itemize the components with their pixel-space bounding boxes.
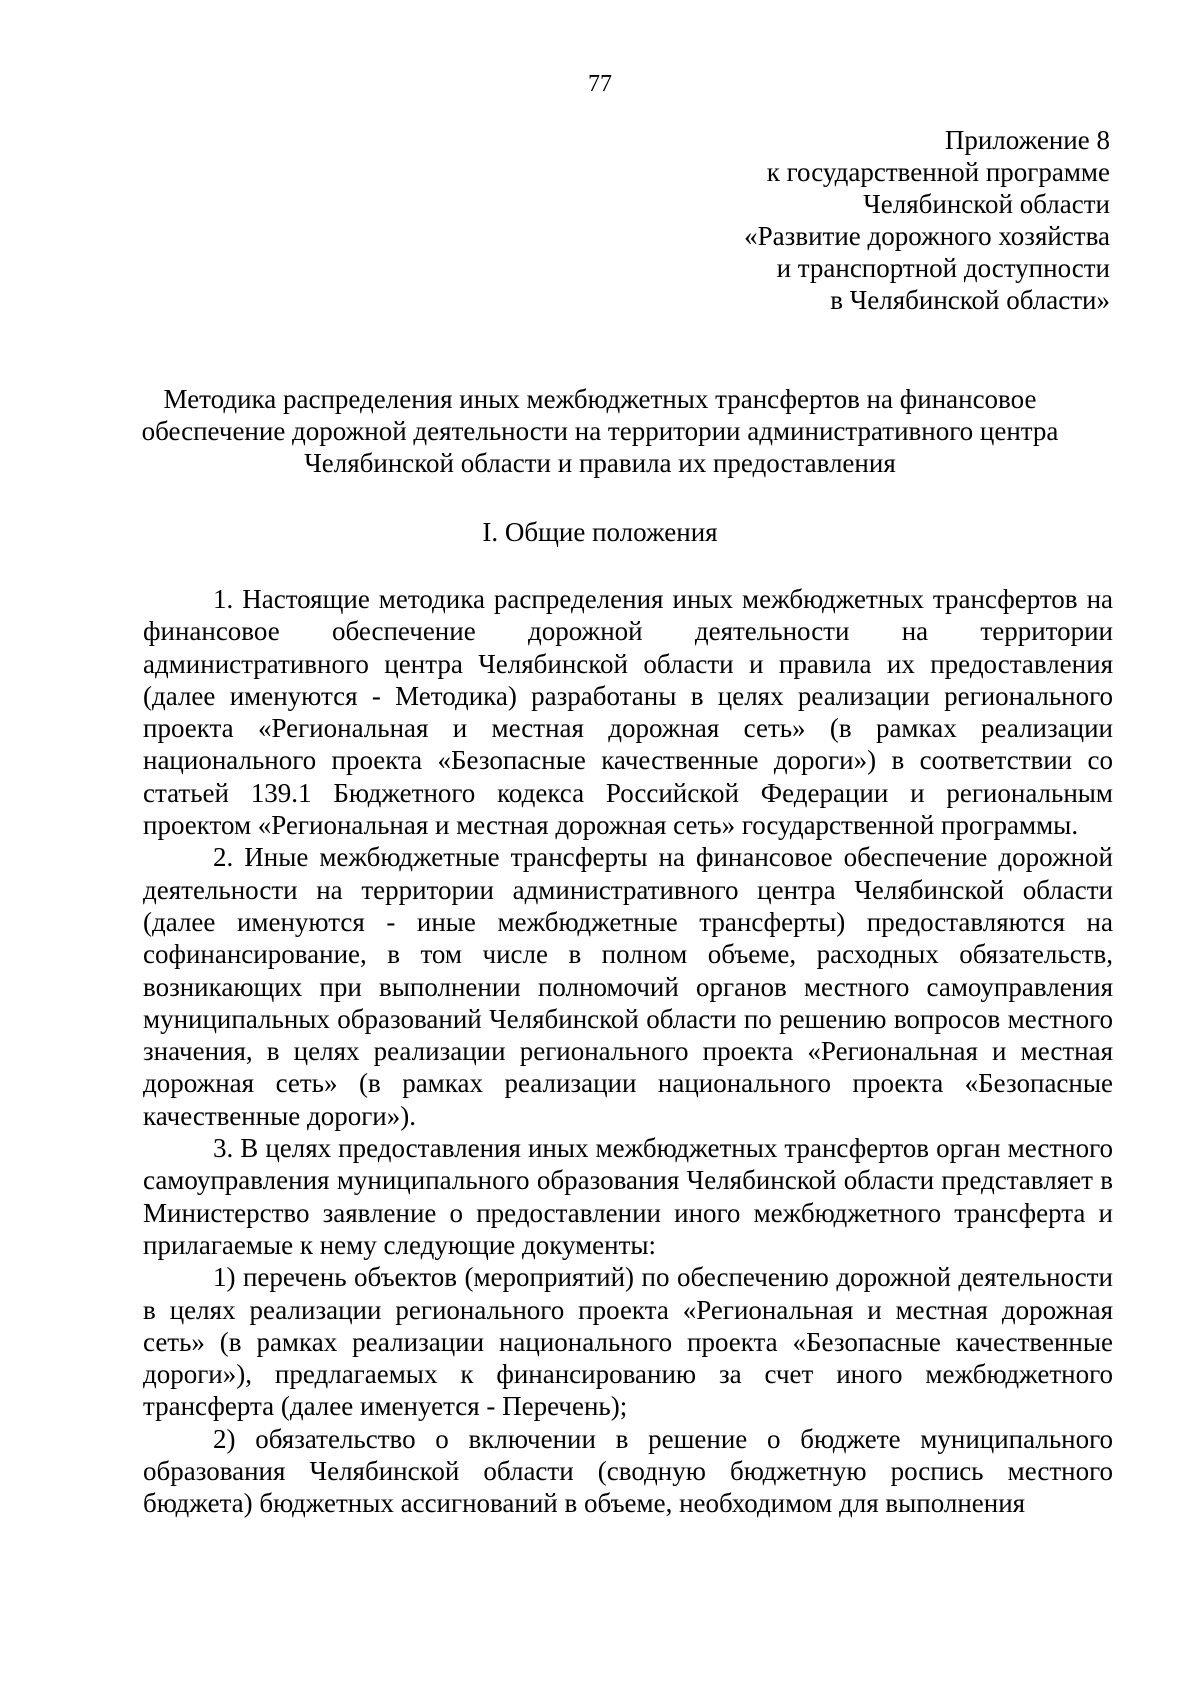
paragraph-1: 1. Настоящие методика распределения иных межбюджетных трансфертов на финансовое обеспечение дорожной деятельности на территории административного центра Челябинской области и правила их предоставления (далее именуются - Методика) разработаны в целях реализации регионального проекта «Региональная и местная дорожная сеть» (в рамках реализации национального проекта «Безопасные качественные дороги») в соответствии со статьей 139.1 Бюджетного кодекса Российской Федерации и региональным проектом «Региональная и местная дорожная сеть» государственной программы. xyxy=(143,584,1113,841)
list-item-2: 2) обязательство о включении в решение о бюджете муниципального образования Челябинской области (сводную бюджетную роспись местного бюджета) бюджетных ассигнований в объеме, необходимом для выполнения xyxy=(143,1423,1113,1519)
title-line: Методика распределения иных межбюджетных трансфертов на финансовое xyxy=(163,384,1037,414)
title-line: обеспечение дорожной деятельности на территории административного центра xyxy=(141,416,1059,446)
list-item-1: 1) перечень объектов (мероприятий) по обеспечению дорожной деятельности в целях реализации регионального проекта «Региональная и местная дорожная сеть» (в рамках реализации национального проекта «Безопасные качественные дороги»), предлагаемых к финансированию за счет иного межбюджетного трансферта (далее именуется - Перечень); xyxy=(143,1262,1113,1422)
paragraph-3: 3. В целях предоставления иных межбюджетных трансфертов орган местного самоуправления муниципального образования Челябинской области представляет в Министерство заявление о предоставлении иного межбюджетного трансферта и прилагаемые к нему следующие документы: xyxy=(143,1133,1113,1260)
section-heading: I. Общие положения xyxy=(482,517,718,547)
title-line: Челябинской области и правила их предоставления xyxy=(304,448,896,478)
appendix-header xyxy=(590,124,1110,316)
appendix-line: к государственной программе xyxy=(766,157,1110,187)
appendix-line: «Развитие дорожного хозяйства xyxy=(744,221,1110,251)
appendix-line: Челябинской области xyxy=(863,189,1110,219)
appendix-line: и транспортной доступности xyxy=(776,253,1110,283)
appendix-line: Приложение 8 xyxy=(944,125,1110,155)
body-text xyxy=(143,583,1113,1520)
paragraph-2: 2. Иные межбюджетные трансферты на финансовое обеспечение дорожной деятельности на территории административного центра Челябинской области (далее именуются - иные межбюджетные трансферты) предоставляются на софинансирование, в том числе в полном объеме, расходных обязательств, возникающих при выполнении полномочий органов местного самоуправления муниципальных образований Челябинской области по решению вопросов местного значения, в целях реализации регионального проекта «Региональная и местная дорожная сеть» (в рамках реализации национального проекта «Безопасные качественные дороги»). xyxy=(143,842,1113,1131)
document-title xyxy=(100,383,1100,479)
page-number: 77 xyxy=(588,71,612,97)
appendix-line: в Челябинской области» xyxy=(830,285,1110,315)
